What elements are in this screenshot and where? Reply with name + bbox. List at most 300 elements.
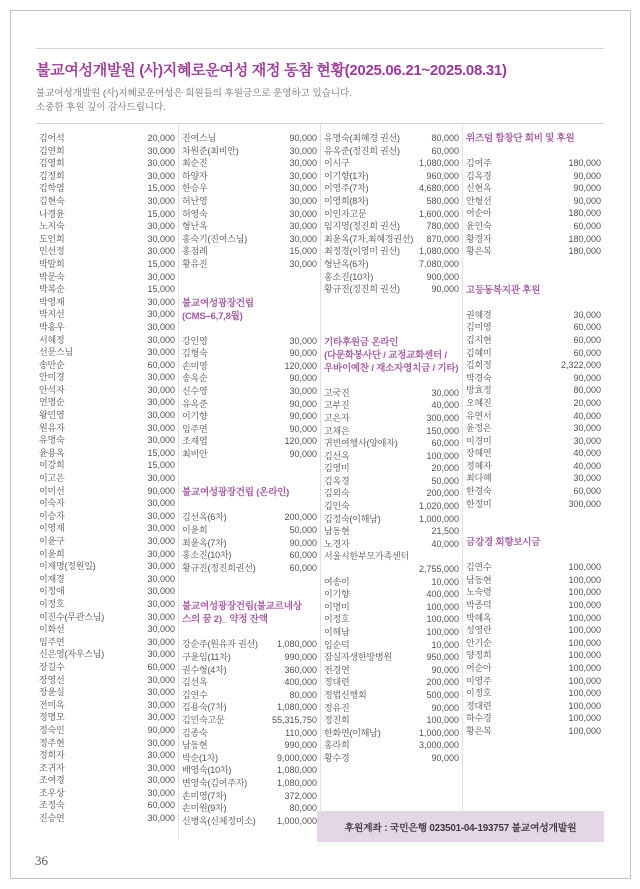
- donor-row: [182, 208, 317, 221]
- donor-name: 노경자: [324, 538, 350, 549]
- donor-row: [324, 195, 459, 208]
- spacer: [182, 499, 317, 511]
- donor-row: [182, 549, 317, 562]
- spacer: [466, 297, 601, 309]
- donor-row: [324, 525, 459, 538]
- donor-name: 진승연: [39, 813, 65, 824]
- donor-amount: 1,080,000: [418, 158, 459, 169]
- donor-amount: 80,000: [289, 689, 317, 700]
- donor-amount: 400,000: [426, 589, 459, 600]
- donor-name: 정대련: [466, 700, 492, 711]
- donor-name: 강인영: [182, 335, 208, 346]
- donor-column-2: [178, 124, 320, 840]
- donor-amount: 30,000: [573, 435, 601, 446]
- donor-row: [466, 687, 601, 700]
- donor-row: [39, 522, 175, 535]
- donor-name: 양정희: [466, 650, 492, 661]
- donor-name: 이영희(8차): [324, 195, 369, 206]
- donor-amount: 30,000: [289, 158, 317, 169]
- donor-name: 강순주(원유자 권선): [182, 639, 258, 650]
- donor-row: [39, 308, 175, 321]
- donor-row: [39, 208, 175, 221]
- donor-amount: 30,000: [573, 309, 601, 320]
- donor-row: [466, 485, 601, 498]
- donor-name: 김선옥(6차): [182, 512, 227, 523]
- donor-amount: 15,000: [147, 258, 175, 269]
- donor-name: 김정숙(이해남): [324, 513, 381, 524]
- donor-amount: 20,000: [431, 463, 459, 474]
- donor-name: 형난옥: [182, 221, 208, 232]
- donor-row: [324, 588, 459, 601]
- donor-row: [324, 220, 459, 233]
- donor-amount: 30,000: [147, 473, 175, 484]
- donor-row: [466, 662, 601, 675]
- donor-row: [466, 347, 601, 360]
- donor-amount: 15,000: [289, 246, 317, 257]
- donor-name: 조재엽: [182, 436, 208, 447]
- donor-row: [182, 245, 317, 258]
- donor-row: [39, 548, 175, 561]
- donor-amount: 30,000: [147, 435, 175, 446]
- donor-row: [39, 661, 175, 674]
- donor-amount: 30,000: [147, 536, 175, 546]
- donor-name: 남동현: [466, 574, 492, 585]
- donor-amount: 60,000: [573, 334, 601, 345]
- donor-amount: 100,000: [568, 612, 601, 623]
- donor-amount: 30,000: [147, 170, 175, 181]
- donor-name: 김연희: [39, 145, 65, 156]
- donor-row: [182, 701, 317, 714]
- donor-name: 성영란: [466, 625, 492, 636]
- donor-row: [182, 435, 317, 448]
- donor-name: 하양자: [182, 170, 208, 181]
- donor-row: [324, 245, 459, 258]
- donor-amount: 90,000: [573, 183, 601, 194]
- donor-name: 박순(1차): [182, 752, 218, 763]
- donor-name: 귀빈여행사(양애자): [324, 438, 398, 449]
- donor-amount: 200,000: [426, 677, 459, 688]
- donor-row: [324, 500, 459, 513]
- donor-name: 전경연: [324, 664, 350, 675]
- donor-name: 잠실자생한방병원: [324, 652, 392, 663]
- donor-name: 정진희: [324, 715, 350, 726]
- donor-amount: 30,000: [289, 145, 317, 156]
- donor-amount: 60,000: [147, 661, 175, 672]
- donor-amount: 1,600,000: [418, 208, 459, 219]
- donor-amount: 30,000: [147, 347, 175, 358]
- section-header: 금강경 회향보시금: [466, 537, 541, 549]
- donor-amount: 100,000: [568, 663, 601, 673]
- donor-name: 송만순: [39, 359, 65, 370]
- donor-amount: 21,500: [431, 526, 459, 537]
- subtitle-line-2: 소중한 후원 깊이 감사드립니다.: [36, 102, 166, 113]
- donor-row: [182, 360, 317, 373]
- donor-row: [466, 460, 601, 473]
- donor-name: 김영미: [324, 463, 350, 474]
- donor-name: 임지영(정진희 권선): [324, 221, 400, 232]
- donor-columns: [36, 124, 604, 840]
- donor-name: 선문스님: [39, 347, 73, 358]
- donor-row: [466, 410, 601, 423]
- donor-name: 정유진: [324, 702, 350, 713]
- donor-name: 윤정은: [466, 423, 492, 434]
- donor-name: 한경숙: [466, 486, 492, 497]
- donor-row: [466, 397, 601, 410]
- donor-name: 황수경: [324, 752, 350, 763]
- donor-amount: 50,000: [289, 525, 317, 536]
- donor-amount: 180,000: [568, 158, 601, 168]
- donor-row: [466, 700, 601, 713]
- donor-name: 최순진: [182, 158, 208, 169]
- donor-amount: 40,000: [573, 410, 601, 421]
- donor-row: [39, 396, 175, 409]
- donor-amount: 3,000,000: [418, 740, 459, 751]
- donor-name: 유옥준(정진희 권선): [324, 145, 400, 156]
- donor-amount: 40,000: [573, 448, 601, 459]
- donor-name: 황규진(정진희권선): [182, 562, 256, 573]
- donor-name: 김여주: [466, 158, 492, 168]
- donor-amount: 100,000: [426, 715, 459, 726]
- donor-amount: 30,000: [147, 699, 175, 710]
- donor-amount: 100,000: [568, 562, 601, 573]
- donor-name: 김학염: [39, 183, 65, 194]
- donor-row: [182, 170, 317, 183]
- donor-row: [182, 714, 317, 727]
- donor-row: [182, 335, 317, 348]
- donor-name: 임주연: [182, 423, 208, 434]
- donor-amount: 400,000: [284, 677, 317, 688]
- donor-row: [324, 639, 459, 652]
- donor-row: [324, 182, 459, 195]
- section-header: (CMS–6,7,8월): [182, 310, 243, 322]
- donor-amount: 60,000: [573, 347, 601, 358]
- donor-amount: 55,315,750: [271, 715, 317, 725]
- top-divider: [36, 48, 604, 49]
- donor-row: [39, 724, 175, 737]
- donor-name: 노지숙: [39, 221, 65, 232]
- donor-row: [182, 664, 317, 677]
- donor-amount: 60,000: [573, 322, 601, 333]
- donor-amount: 30,000: [289, 183, 317, 194]
- donor-amount: 90,000: [147, 485, 175, 496]
- donor-amount: 100,000: [426, 450, 459, 461]
- donor-amount: 990,000: [284, 740, 317, 751]
- donor-amount: 60,000: [147, 359, 175, 370]
- donor-row: [39, 674, 175, 687]
- donor-name: 황경자: [466, 233, 492, 244]
- donor-name: 홍소진(10차): [324, 271, 374, 282]
- donor-amount: 1,000,000: [418, 727, 459, 738]
- donor-row: [182, 372, 317, 385]
- donor-amount: 30,000: [147, 523, 175, 534]
- donor-row: [39, 737, 175, 750]
- donor-row: [39, 132, 175, 145]
- donor-name: 오혜진: [466, 397, 492, 408]
- donor-name: 이시구: [324, 158, 350, 169]
- donor-amount: 1,080,000: [276, 765, 317, 776]
- donor-name: 이영주: [466, 675, 492, 686]
- donor-name: 최윤옥(7차,최혜경권선): [324, 233, 414, 244]
- donor-name: 김영희: [39, 158, 65, 169]
- donor-name: 이기향: [324, 589, 350, 600]
- donor-amount: 30,000: [147, 410, 175, 421]
- donor-row: [39, 271, 175, 284]
- donor-amount: 90,000: [289, 423, 317, 434]
- donor-name: 김연수: [466, 562, 492, 573]
- donor-amount: 30,000: [289, 385, 317, 396]
- donor-amount: 20,000: [573, 397, 601, 408]
- donor-amount: 40,000: [431, 400, 459, 411]
- spacer: [466, 549, 601, 561]
- donor-row: [39, 182, 175, 195]
- donor-row: [182, 537, 317, 550]
- donor-row: [39, 686, 175, 699]
- donor-amount: 90,000: [431, 702, 459, 713]
- donor-name: 손미원(9차): [182, 803, 227, 814]
- donor-row: [324, 601, 459, 614]
- donor-name: 노숙령: [466, 587, 492, 598]
- donor-row: [39, 787, 175, 800]
- donor-amount: 1,000,000: [418, 513, 459, 524]
- donor-row: [324, 462, 459, 475]
- donor-amount: 30,000: [147, 422, 175, 433]
- donor-name: 이정호: [39, 598, 65, 609]
- donor-name: 김혜미: [466, 347, 492, 358]
- donor-name: 이해남: [324, 627, 350, 637]
- donor-row: [39, 409, 175, 422]
- donor-amount: 30,000: [147, 158, 175, 169]
- donor-row: [39, 535, 175, 548]
- donor-row: [182, 157, 317, 170]
- donor-row: [324, 145, 459, 158]
- donor-row: [466, 472, 601, 485]
- donor-amount: 30,000: [147, 813, 175, 824]
- donor-name: 변영숙(김여주자): [182, 777, 248, 788]
- donor-amount: 90,000: [573, 170, 601, 181]
- donor-name: 유명숙(최혜경 권선): [324, 133, 400, 143]
- donor-name: 유명숙: [39, 435, 65, 446]
- donor-row: [39, 233, 175, 246]
- donor-row: [466, 675, 601, 688]
- donor-row: [324, 283, 459, 296]
- donor-amount: 100,000: [568, 637, 601, 648]
- donor-row: [39, 371, 175, 384]
- donor-row: [39, 598, 175, 611]
- donor-row: [39, 359, 175, 372]
- donor-amount: 30,000: [147, 498, 175, 509]
- donor-amount: 100,000: [568, 725, 601, 736]
- donor-amount: 30,000: [147, 233, 175, 244]
- spacer: [182, 626, 317, 638]
- donor-name: 송옥순: [182, 373, 208, 384]
- donor-row: [39, 472, 175, 485]
- donor-name: 전미옥: [39, 699, 65, 710]
- donor-amount: 1,080,000: [418, 246, 459, 257]
- donor-name: 이고은: [39, 473, 65, 484]
- donor-name: 황유진: [182, 258, 208, 269]
- donor-name: 나경윤: [39, 208, 65, 219]
- donor-name: 조정숙: [39, 800, 65, 811]
- donor-name: 손미영(7차): [182, 790, 227, 801]
- donor-row: [39, 384, 175, 397]
- donor-name: 형난옥(6차): [324, 258, 369, 269]
- donor-name: 김정희: [39, 170, 65, 181]
- donor-row: [466, 220, 601, 233]
- spacer: [324, 375, 459, 387]
- donor-amount: 90,000: [289, 133, 317, 143]
- donor-name: 정희자: [39, 750, 65, 761]
- donor-name: 조귀자: [39, 762, 65, 773]
- donor-row: [182, 448, 317, 461]
- donor-amount: 100,000: [568, 650, 601, 661]
- donor-name: 배영숙(10차): [182, 765, 232, 776]
- donor-amount: 1,080,000: [276, 702, 317, 713]
- section-header: 고등동복지관 후원: [466, 284, 541, 296]
- donor-amount: 30,000: [147, 296, 175, 307]
- donor-row: [39, 321, 175, 334]
- donor-name: 윤용옥: [39, 447, 65, 458]
- donor-amount: 990,000: [284, 652, 317, 663]
- donor-row: [182, 258, 317, 271]
- donor-name: 임주연: [39, 636, 65, 647]
- donor-name: 최정경(이영미 권선): [324, 246, 400, 257]
- donor-row: [39, 485, 175, 498]
- page-title: 불교여성개발원 (사)지혜로운여성 재정 동참 현황(2025.06.21~2025.08.31): [36, 62, 507, 79]
- donor-amount: 30,000: [289, 335, 317, 346]
- donor-name: 임순덕: [324, 639, 350, 650]
- donor-amount: 30,000: [289, 208, 317, 219]
- page-number: 36: [35, 853, 48, 868]
- section-header: 위즈덤 합창단 회비 및 후원: [466, 133, 575, 144]
- donor-name: 이재명(정원일): [39, 561, 96, 572]
- donor-amount: 90,000: [431, 664, 459, 675]
- donor-row: [182, 423, 317, 436]
- section-header: 불교여성광장건립: [182, 297, 254, 309]
- donor-amount: 30,000: [147, 195, 175, 206]
- donor-name: 김희정: [466, 360, 492, 371]
- donor-name: 박종덕: [466, 600, 492, 611]
- donor-row: [182, 182, 317, 195]
- donor-row: [39, 749, 175, 762]
- donor-name: 김현숙: [39, 195, 65, 206]
- donor-row: [182, 132, 317, 145]
- donor-name: 장영선: [39, 674, 65, 685]
- donor-amount: 180,000: [568, 208, 601, 219]
- spacer: [182, 323, 317, 335]
- donor-amount: 15,000: [147, 208, 175, 219]
- donor-row: [466, 195, 601, 208]
- donor-name: 손미영: [182, 360, 208, 371]
- donor-name: 진여스님: [182, 133, 216, 143]
- donor-row: [466, 498, 601, 511]
- donor-row: [182, 676, 317, 689]
- donor-name: 권수형(4차): [182, 664, 227, 675]
- donor-name: 홍점례: [182, 246, 208, 257]
- donor-name: 이명미: [324, 601, 350, 612]
- donor-name: 신현옥: [466, 183, 492, 194]
- donor-name: 이기향(1차): [324, 170, 369, 181]
- donor-name: 방효정: [466, 385, 492, 396]
- donor-row: [324, 157, 459, 170]
- section-header: 불교여성광장건립 (온라인): [182, 487, 290, 499]
- donor-name: 이화선: [39, 624, 65, 635]
- donor-amount: 100,000: [568, 574, 601, 585]
- donor-amount: 950,000: [426, 652, 459, 663]
- donor-row: [182, 802, 317, 815]
- donor-amount: 80,000: [431, 133, 459, 143]
- donor-amount: 90,000: [289, 398, 317, 409]
- donor-amount: 15,000: [147, 183, 175, 194]
- donor-name: 홍라희: [324, 740, 350, 751]
- donor-amount: 30,000: [573, 423, 601, 434]
- donor-row: [182, 398, 317, 411]
- donor-row: [466, 447, 601, 460]
- donor-name: 김선옥: [324, 450, 350, 461]
- donor-amount: 30,000: [147, 598, 175, 609]
- donor-amount: 80,000: [289, 803, 317, 814]
- donor-row: [39, 283, 175, 296]
- donor-row: [39, 434, 175, 447]
- donor-name: 권혜경: [466, 309, 492, 320]
- donor-row: [324, 487, 459, 500]
- donor-row: [182, 727, 317, 740]
- donor-name: 박홍우: [39, 321, 65, 332]
- donor-row: [39, 145, 175, 158]
- donor-amount: 90,000: [289, 411, 317, 422]
- donor-amount: 30,000: [289, 170, 317, 181]
- donor-amount: 30,000: [147, 321, 175, 332]
- donor-name: 조우상: [39, 787, 65, 798]
- donor-name: 이미선: [39, 485, 65, 496]
- donor-amount: 30,000: [147, 271, 175, 282]
- donor-row: [466, 233, 601, 246]
- donor-row: [39, 560, 175, 573]
- donor-amount: 60,000: [147, 800, 175, 811]
- donor-name: 원유자: [39, 422, 65, 433]
- donor-amount: 60,000: [573, 220, 601, 231]
- donor-row: [39, 459, 175, 472]
- donor-name: 최다혜: [466, 473, 492, 484]
- donor-row: [39, 623, 175, 636]
- donor-name: 김용숙(7차): [182, 702, 227, 713]
- donor-row: [39, 447, 175, 460]
- donor-row: [182, 752, 317, 765]
- donor-name: 남동현: [324, 526, 350, 537]
- donor-name: 홍숙기(진여스님): [182, 233, 248, 244]
- donor-amount: 50,000: [431, 475, 459, 486]
- donor-name: 이재경: [39, 573, 65, 584]
- donor-amount: 960,000: [426, 170, 459, 181]
- donor-name: 신수영: [182, 385, 208, 396]
- donor-name: 안형선: [466, 195, 492, 206]
- donor-row: [182, 220, 317, 233]
- donor-amount: 30,000: [147, 384, 175, 395]
- donor-amount: 15,000: [147, 447, 175, 458]
- donor-name: 이승자: [39, 510, 65, 521]
- donor-name: 장혜연: [466, 448, 492, 459]
- donor-amount: 180,000: [568, 246, 601, 257]
- donor-row: [324, 233, 459, 246]
- donor-amount: 30,000: [147, 712, 175, 723]
- donor-amount: 30,000: [147, 775, 175, 786]
- page-content: [36, 0, 604, 840]
- donor-row: [39, 245, 175, 258]
- donor-name: 김옥경: [324, 475, 350, 486]
- donor-row: [324, 399, 459, 412]
- donor-amount: 2,322,000: [560, 360, 601, 371]
- donor-amount: 30,000: [431, 387, 459, 398]
- donor-name: 정법신행회: [324, 689, 367, 700]
